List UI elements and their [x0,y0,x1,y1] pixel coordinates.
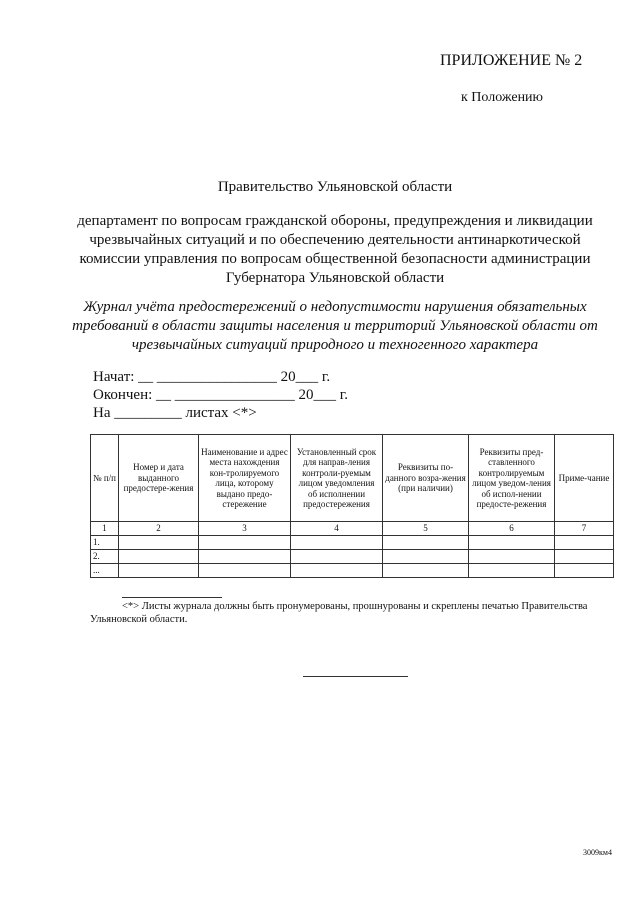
table-row [91,550,614,564]
col-num: 6 [469,522,555,536]
started-line: Начат: __ ________________ 20___ г. [93,369,331,385]
page-code: 3009км4 [583,848,612,857]
col-num: 2 [119,522,199,536]
department-name: департамент по вопросам гражданской обороны, предупреждения и ликвидации чрезвычайных ситуаций и по обеспечению деятельности антинаркотической комиссии управления по вопросам общественной безопасности администрации Губернатора Ульяновской области [77,213,593,286]
col-num: 5 [383,522,469,536]
journal-title: Журнал учёта предостережений о недопустимости нарушения обязательных требований в области защиты населения и территорий Ульяновской области от чрезвычайных ситуаций природного и техногенного характера [72,299,598,353]
end-divider [303,676,408,677]
table-row [91,536,614,550]
row-number: ... [91,564,119,578]
col-num: 3 [199,522,291,536]
appendix-label: ПРИЛОЖЕНИЕ № 2 [440,52,583,69]
finished-line: Окончен: __ ________________ 20___ г. [93,387,348,403]
government-name: Правительство Ульяновской области [217,179,453,195]
col-num: 4 [291,522,383,536]
footnote-divider [122,597,222,598]
regulation-ref: к Положению [461,90,544,105]
header-notification: Реквизиты пред-ставленного контролируемым лицом уведом-ления об испол-нении предосте-режения [469,435,555,522]
table-row [91,564,614,578]
sheets-line: На _________ листах <*> [93,405,257,421]
header-warning-id: Номер и дата выданного предостере-жения [119,435,199,522]
row-number: 2. [91,550,119,564]
header-note: Приме-чание [555,435,614,522]
col-num: 7 [555,522,614,536]
table-column-numbers [91,522,614,536]
header-objection: Реквизиты по-данного возра-жения (при наличии) [383,435,469,522]
header-number: № п/п [91,435,119,522]
table-header-row [91,435,614,522]
journal-table [90,434,614,578]
row-number: 1. [91,536,119,550]
footnote: <*> Листы журнала должны быть пронумерованы, прошнурованы и скреплены печатью Правительства Ульяновской области. [90,601,588,625]
header-controlled-entity: Наименование и адрес места нахождения кон-тролируемого лица, которому выдано предо-стережение [199,435,291,522]
col-num: 1 [91,522,119,536]
header-deadline: Установленный срок для направ-ления контроли-руемым лицом уведомления об исполнении предостережения [291,435,383,522]
